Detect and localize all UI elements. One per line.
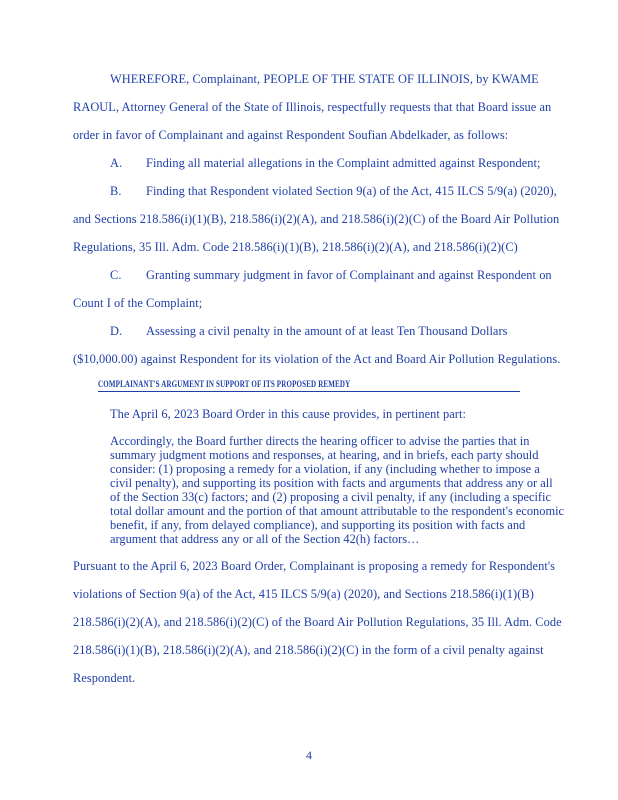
pursuant-line: Pursuant to the April 6, 2023 Board Order, Complainant is proposing a remedy for Respondent's [73,559,555,573]
request-text: Finding that Respondent violated Section 9(a) of the Act, 415 ILCS 5/9(a) (2020), [146,184,557,198]
request-text: Granting summary judgment in favor of Complainant and against Respondent on [146,268,552,282]
request-text: Finding all material allegations in the Complaint admitted against Respondent; [146,156,541,170]
quote-intro: The April 6, 2023 Board Order in this cause provides, in pertinent part: [110,407,466,421]
request-d-line-2: ($10,000.00) against Respondent for its violation of the Act and Board Air Pollution Regulations. [73,352,561,366]
page-number: 4 [306,748,312,762]
request-c-line-2: Count I of the Complaint; [73,296,203,310]
pursuant-line: violations of Section 9(a) of the Act, 415 ILCS 5/9(a) (2020), and Sections 218.586(i)(1)(B) [73,587,534,601]
pursuant-line: 218.586(i)(2)(A), and 218.586(i)(2)(C) of the Board Air Pollution Regulations, 35 Ill. Adm. Code [73,615,562,629]
request-a [110,156,540,171]
request-letter: D. [110,324,123,338]
request-c [110,268,552,283]
request-b-line-2: and Sections 218.586(i)(1)(B), 218.586(i)(2)(A), and 218.586(i)(2)(C) of the Board Air Pollution [73,212,560,226]
quote-line: total dollar amount and the portion of that amount attributable to the respondent's economic [110,504,565,518]
quote-line: consider: (1) proposing a remedy for a violation, if any (including whether to impose a [110,462,540,476]
wherefore-line-1: WHEREFORE, Complainant, PEOPLE OF THE STATE OF ILLINOIS, by KWAME [110,72,539,86]
request-letter: B. [110,184,122,198]
request-b-line-3: Regulations, 35 Ill. Adm. Code 218.586(i)(1)(B), 218.586(i)(2)(A), and 218.586(i)(2)(C) [73,240,518,254]
quote-line: of the Section 33(c) factors; and (2) proposing a civil penalty, if any (including a specific [110,490,551,504]
quote-line: civil penalty), and supporting its position with facts and arguments that address any or all [110,476,553,490]
quote-line: summary judgment motions and responses, at hearing, and in briefs, each party should [110,448,539,462]
request-text: Assessing a civil penalty in the amount of at least Ten Thousand Dollars [146,324,508,338]
request-b [110,184,557,199]
wherefore-line-3: order in favor of Complainant and against Respondent Soufian Abdelkader, as follows: [73,128,509,142]
quote-line: Accordingly, the Board further directs the hearing officer to advise the parties that in [110,434,530,448]
section-heading: COMPLAINANT'S ARGUMENT IN SUPPORT OF ITS PROPOSED REMEDY [98,379,351,389]
pursuant-line: 218.586(i)(1)(B), 218.586(i)(2)(A), and 218.586(i)(2)(C) in the form of a civil penalty against [73,643,544,657]
request-d [110,324,508,339]
request-letter: A. [110,156,123,170]
request-letter: C. [110,268,122,282]
wherefore-line-2: RAOUL, Attorney General of the State of Illinois, respectfully requests that that Board issue an [73,100,552,114]
quote-line: argument that address any or all of the Section 42(h) factors… [110,532,420,546]
heading-underline [98,391,520,392]
pursuant-line: Respondent. [73,671,136,685]
quote-line: benefit, if any, from delayed compliance), and supporting its position with facts and [110,518,526,532]
